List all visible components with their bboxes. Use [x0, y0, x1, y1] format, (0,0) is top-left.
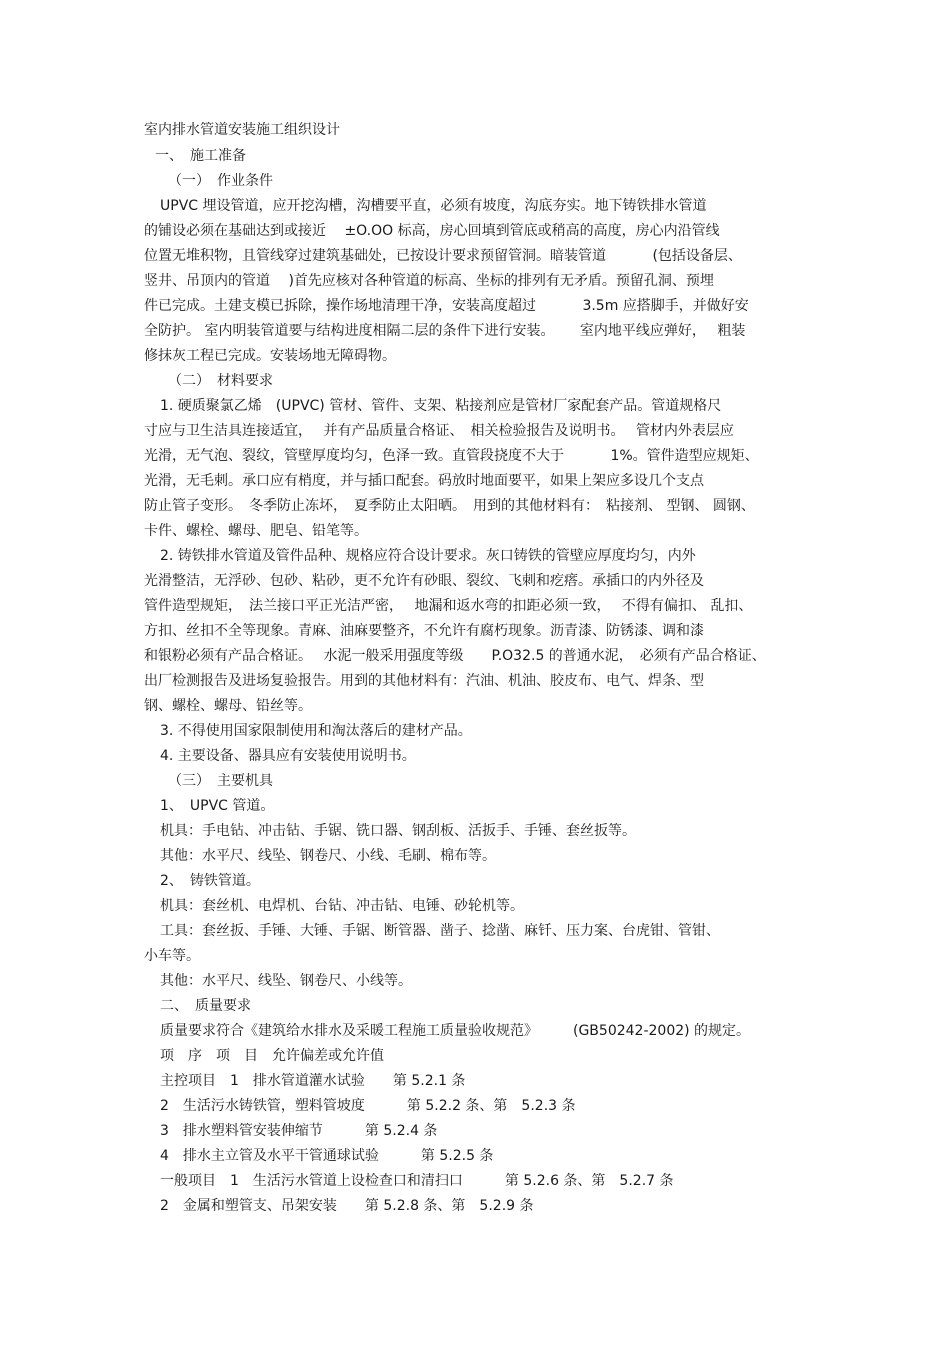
- section-heading-1: 一、 施工准备: [155, 148, 246, 164]
- paragraph-line: 光滑整洁，无浮砂、包砂、粘砂，更不允许有砂眼、裂纹、飞刺和疙瘩。承插口的内外径及: [144, 573, 704, 589]
- table-row: 主控项目 1 排水管道灌水试验 第 5.2.1 条: [160, 1073, 466, 1089]
- paragraph-line: 方扣、丝扣不全等现象。青麻、油麻要整齐，不允许有腐朽现象。沥青漆、防锈漆、调和漆: [144, 623, 704, 639]
- paragraph-line: 2. 铸铁排水管道及管件品种、规格应符合设计要求。灰口铸铁的管壁应厚度均匀，内外: [160, 548, 696, 564]
- section-heading-2: 二、 质量要求: [160, 998, 251, 1014]
- paragraph-line: 出厂检测报告及进场复验报告。用到的其他材料有：汽油、机油、胶皮布、电气、焊条、型: [144, 673, 704, 689]
- table-row: 3 排水塑料管安装伸缩节 第 5.2.4 条: [160, 1123, 438, 1139]
- paragraph-line: 件已完成。土建支模已拆除，操作场地清理干净，安装高度超过 3.5m 应搭脚手，并做好安: [144, 298, 749, 314]
- subsection-heading-2: （二） 材料要求: [168, 373, 273, 389]
- paragraph-line: 管件造型规矩， 法兰接口平正光洁严密， 地漏和返水弯的扣距必须一致， 不得有偏扣、 乱扣、: [144, 598, 753, 614]
- subsection-heading-3: （三） 主要机具: [168, 773, 273, 789]
- paragraph-line: 1. 硬质聚氯乙烯 (UPVC) 管材、管件、支架、粘接剂应是管材厂家配套产品。管道规格尺: [160, 398, 722, 414]
- paragraph-line: 修抹灰工程已完成。安装场地无障碍物。: [144, 348, 396, 364]
- paragraph-line: 4. 主要设备、器具应有安装使用说明书。: [160, 748, 416, 764]
- list-item: 小车等。: [144, 948, 200, 964]
- paragraph-line: 寸应与卫生洁具连接适宜， 并有产品质量合格证、 相关检验报告及说明书。 管材内外表层应: [144, 423, 734, 439]
- paragraph-line: 防止管子变形。 冬季防止冻坏， 夏季防止太阳晒。 用到的其他材料有： 粘接剂、 型钢、 圆钢、: [144, 498, 755, 514]
- table-row: 一般项目 1 生活污水管道上设检查口和清扫口 第 5.2.6 条、第 5.2.7 条: [160, 1173, 674, 1189]
- list-item: 工具：套丝扳、手锤、大锤、手锯、断管器、凿子、捻凿、麻钎、压力案、台虎钳、管钳、: [160, 923, 720, 939]
- paragraph-line: 竖井、吊顶内的管道 )首先应核对各种管道的标高、坐标的排列有无矛盾。预留孔洞、预埋: [144, 273, 714, 289]
- list-item: 其他：水平尺、线坠、钢卷尺、小线、毛刷、棉布等。: [160, 848, 496, 864]
- paragraph-line: 光滑，无毛刺。承口应有梢度，并与插口配套。码放时地面要平，如果上架应多设几个支点: [144, 473, 704, 489]
- paragraph-line: 全防护。 室内明装管道要与结构进度相隔二层的条件下进行安装。 室内地平线应弹好， 粗装: [144, 323, 746, 339]
- table-header: 项 序 项 目 允许偏差或允许值: [160, 1048, 384, 1064]
- subsection-heading-1: （一） 作业条件: [168, 173, 273, 189]
- paragraph-line: 卡件、螺栓、螺母、肥皂、铅笔等。: [144, 523, 368, 539]
- document-title: 室内排水管道安装施工组织设计: [144, 122, 340, 138]
- paragraph-line: UPVC 埋设管道，应开挖沟槽，沟槽要平直，必须有坡度，沟底夯实。地下铸铁排水管道: [160, 198, 707, 214]
- paragraph-line: 和银粉必须有产品合格证。 水泥一般采用强度等级 P.O32.5 的普通水泥， 必须有产品合格证、: [144, 648, 766, 664]
- list-item: 机具：套丝机、电焊机、台钻、冲击钻、电锤、砂轮机等。: [160, 898, 524, 914]
- table-row: 4 排水主立管及水平干管通球试验 第 5.2.5 条: [160, 1148, 494, 1164]
- paragraph-line: 3. 不得使用国家限制使用和淘汰落后的建材产品。: [160, 723, 472, 739]
- paragraph-line: 光滑，无气泡、裂纹，管壁厚度均匀，色泽一致。直管段挠度不大于 1%。管件造型应规矩、: [144, 448, 759, 464]
- table-row: 2 生活污水铸铁管，塑料管坡度 第 5.2.2 条、第 5.2.3 条: [160, 1098, 576, 1114]
- list-item: 其他：水平尺、线坠、钢卷尺、小线等。: [160, 973, 412, 989]
- list-item: 1、 UPVC 管道。: [160, 798, 275, 814]
- paragraph-line: 位置无堆积物，且管线穿过建筑基础处，已按设计要求预留管洞。暗装管道 (包括设备层、: [144, 248, 742, 264]
- paragraph-line: 钢、螺栓、螺母、铅丝等。: [144, 698, 312, 714]
- paragraph-line: 的铺设必须在基础达到或接近 ±O.OO 标高，房心回填到管底或稍高的高度，房心内沿管线: [144, 223, 720, 239]
- list-item: 机具：手电钻、冲击钻、手锯、铣口器、钢刮板、活扳手、手锤、套丝扳等。: [160, 823, 636, 839]
- table-row: 2 金属和塑管支、吊架安装 第 5.2.8 条、第 5.2.9 条: [160, 1198, 534, 1214]
- list-item: 2、 铸铁管道。: [160, 873, 260, 889]
- paragraph-line: 质量要求符合《建筑给水排水及采暖工程施工质量验收规范》 (GB50242-2002) 的规定。: [160, 1023, 751, 1039]
